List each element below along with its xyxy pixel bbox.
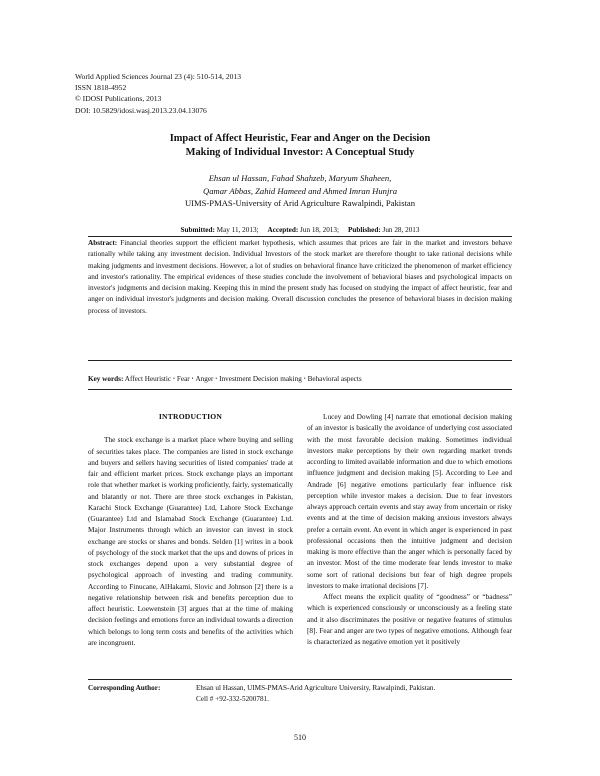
body-column-right — [307, 411, 512, 647]
accepted-date: Jun 18, 2013; — [300, 226, 339, 234]
corresponding-author-cell: Cell # +92-332-5200781. — [196, 695, 269, 703]
keywords — [88, 375, 512, 383]
keyword-separator: • — [303, 376, 306, 382]
corresponding-author — [88, 683, 435, 705]
journal-meta — [75, 71, 241, 116]
keywords-bottom-rule — [88, 389, 512, 390]
published-label: Published: — [347, 226, 381, 234]
corresponding-author-text: Ehsan ul Hassan, UIMS-PMAS-Arid Agriculture University, Rawalpindi, Pakistan. — [196, 684, 436, 692]
footer-rule — [88, 679, 512, 680]
title-line-1: Impact of Affect Heuristic, Fear and Anger on the Decision — [169, 133, 431, 144]
submitted-date: May 11, 2013; — [216, 226, 259, 234]
journal-citation: World Applied Sciences Journal 23 (4): 510-514, 2013 — [75, 72, 242, 81]
body-paragraph: The stock exchange is a market place where buying and selling of securities takes place. The companies are listed in stock exchange and buyers and sellers having securities of listed companies' trade at fair and efficient market prices. Stock exchange plays an important role that whether market is working proficiently, fairly, systematically and blatantly or not. There are three stock exchanges in Pakistan, Karachi Stock Exchange (Guarantee) Ltd, Lahore Stock Exchange (Guarantee) Ltd and Islamabad Stock Exchange (Guarantee) Ltd. Major Instruments through which an investor can invest in stock exchange are stocks or shares and bonds. Selden [1] writes in a book of psychology of the stock market that the ups and downs of prices in stock exchanges depend upon a very substantial degree of psychological approach of investing and trading community. According to Finucane, AlHakami, Slovic and Johnson [2] there is a negative relationship between risk and benefits perception due to affect heuristic. Loewenstein [3] argues that at the time of making decision feelings and emotions force an individual towards a direction which belongs to long term costs and benefits of the activities which are incongruent. — [88, 435, 293, 647]
abstract-label: Abstract: — [88, 239, 118, 247]
title-line-2: Making of Individual Investor: A Conceptual Study — [185, 147, 415, 158]
keyword-separator: • — [191, 376, 194, 382]
abstract-text: Financial theories support the efficient market hypothesis, which assumes that prices are fair in the market and investors behave rationally while taking any investment decision. Individual Investors of the stock market are therefore thought to take rational decisions while making judgments and investment decisions. However, a lot of studies on behavioral finance have criticized the phenomenon of market efficiency and investor's rationality. The empirical evidences of these studies conclude the involvement of behavioral biases and psychological impacts on investor's judgments and decision making. Keeping this in mind the present study has focused on studying the impact of affect heuristic, fear and anger on individual investor's judgments and decision making. Overall discussion concludes the presence of behavioral biases in decision making process of investors. — [88, 239, 513, 315]
keywords-label: Key words: — [88, 375, 124, 383]
issn: ISSN 1818-4952 — [75, 83, 127, 93]
author-names-line-2: Qamar Abbas, Zahid Hameed and Ahmed Imran Hunjra — [203, 185, 397, 196]
body-paragraph: Lucey and Dowling [4] narrate that emotional decision making of an investor is basically the avoidance of underlying cost associated with the most favorable decision making. Sometimes individual investors make perceptions by their own regarding market trends according to limited available information and due to which emotions influence judgment and decision making [5]. According to Lee and Andrade [6] negative emotions particularly fear influence risk perception while investor makes a decision. Due to fear investors always approach certain events and stay away from uncertain or risky events and at the time of decision making anxious investors always prefer a certain event. An event in which anger is experienced in past professional occasions then the intuitive judgment and decision making is more effective than the anger which is personally faced by an investor. Most of the time moderate fear lends investor to make some sort of rational decisions but fear of high degree propels investors to make irrational decisions [7]. — [307, 412, 512, 590]
submitted-label: Submitted: — [180, 226, 215, 234]
section-heading-introduction: INTRODUCTION — [158, 412, 223, 421]
body-column-left — [88, 411, 293, 648]
doi: DOI: 10.5829/idosi.wasj.2013.23.04.13076 — [75, 105, 207, 115]
author-names-line-1: Ehsan ul Hassan, Fahad Shahzeb, Maryum Shaheen, — [208, 173, 392, 183]
keyword-2: Fear — [176, 375, 190, 383]
copyright: © IDOSI Publications, 2013 — [75, 94, 162, 104]
article-title — [60, 132, 540, 160]
author-block — [60, 172, 540, 210]
abstract — [88, 238, 512, 317]
keyword-5: Behavioral aspects — [307, 375, 362, 383]
page-number: 510 — [294, 733, 306, 742]
keyword-separator: • — [215, 376, 218, 382]
corresponding-author-label: Corresponding Author: — [88, 684, 161, 692]
affiliation: UIMS-PMAS-University of Arid Agriculture Rawalpindi, Pakistan — [184, 198, 416, 209]
keyword-1: Affect Heuristic — [124, 375, 172, 383]
body-paragraph: Affect means the explicit quality of “goodness” or “badness” which is experienced consciously or unconsciously as a feeling state and it also discriminates the positive or negative features of stimulus [8]. Fear and anger are two types of negative emotions. Although fear is characterized as negative emotion yet it positively — [307, 592, 512, 646]
accepted-label: Accepted: — [267, 226, 299, 234]
abstract-bottom-rule — [88, 360, 512, 361]
abstract-top-rule — [88, 236, 512, 237]
keyword-3: Anger — [195, 375, 214, 383]
keyword-separator: • — [173, 376, 175, 382]
published-date: Jun 28, 2013 — [382, 226, 420, 234]
keyword-4: Investment Decision making — [219, 375, 302, 383]
article-dates — [60, 226, 540, 234]
